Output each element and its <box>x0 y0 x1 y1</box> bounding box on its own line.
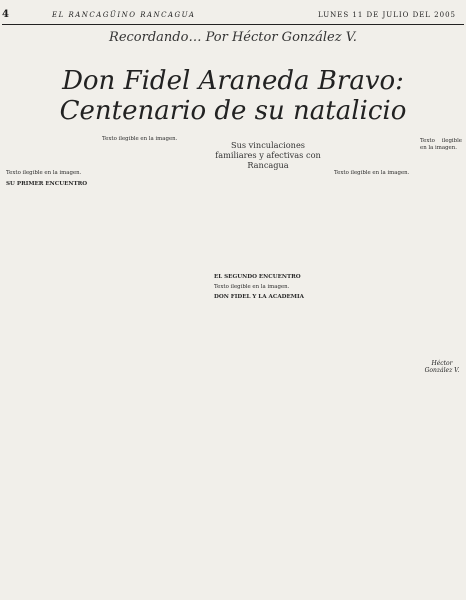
article-column-1 <box>6 170 98 590</box>
article-kicker: Recordando… Por Héctor González V. <box>109 30 357 45</box>
subhead-first-meeting: SU PRIMER ENCUENTRO <box>6 180 88 187</box>
column-1-text: Texto ilegible en la imagen. <box>6 170 82 176</box>
publication-date: LUNES 11 DE JULIO DEL 2005 <box>318 11 456 19</box>
subhead-academia: DON FIDEL Y LA ACADEMIA <box>214 294 304 301</box>
column-5-text: Texto ilegible en la imagen. <box>420 138 462 151</box>
article-title <box>0 66 466 126</box>
pull-quote: Sus vinculaciones familiares y afectivas con Rancagua <box>215 140 321 170</box>
column-2-text: Texto ilegible en la imagen. <box>102 136 178 142</box>
column-3-text: Texto ilegible en la imagen. <box>214 283 290 290</box>
article-column-3 <box>214 270 309 590</box>
masthead-rule <box>2 24 464 25</box>
article-title-line-1: Don Fidel Araneda Bravo: <box>62 66 404 96</box>
article-column-5 <box>420 138 462 428</box>
article-column-4 <box>334 170 418 590</box>
column-4-text: Texto ilegible en la imagen. <box>334 170 410 176</box>
page-number: 4 <box>2 9 10 20</box>
article-column-2 <box>102 136 197 590</box>
author-signature: Héctor González V. <box>424 360 460 374</box>
subhead-second-meeting: EL SEGUNDO ENCUENTRO <box>214 274 301 280</box>
article-title-line-2: Centenario de su natalicio <box>59 96 407 126</box>
publication-name: EL RANCAGÜINO RANCAGUA <box>52 11 196 19</box>
masthead <box>0 8 466 24</box>
